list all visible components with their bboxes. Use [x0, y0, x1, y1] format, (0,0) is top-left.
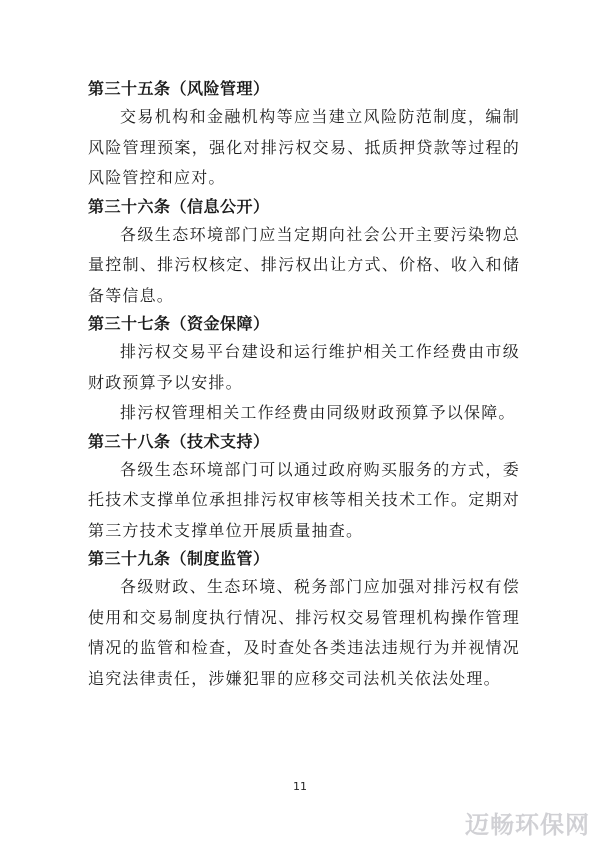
article-heading: 第三十五条（风险管理）: [88, 79, 270, 98]
article-paragraph: 各级财政、生态环境、税务部门应加强对排污权有偿使用和交易制度执行情况、排污权交易管理机构操作管理情况的监管和检查，及时查处各类违法违规行为并视情况追究法律责任，涉嫌犯罪的应移交司法机关依法处理。: [88, 577, 520, 688]
article-38: [88, 429, 520, 547]
article-heading: 第三十七条（资金保障）: [88, 314, 270, 333]
article-35: [88, 76, 520, 194]
article-37: [88, 311, 520, 429]
document-body: [88, 76, 520, 694]
article-heading: 第三十六条（信息公开）: [88, 196, 270, 216]
site-watermark: 迈畅环保网: [465, 811, 590, 839]
page-number: 11: [293, 780, 307, 793]
article-heading: 第三十九条（制度监管）: [88, 549, 270, 568]
article-paragraph: 排污权管理相关工作经费由同级财政预算予以保障。: [120, 403, 516, 422]
article-paragraph: 交易机构和金融机构等应当建立风险防范制度，编制风险管理预案，强化对排污权交易、抵质押贷款等过程的风险管控和应对。: [88, 107, 520, 187]
article-heading: 第三十八条（技术支持）: [88, 431, 270, 451]
article-paragraph: 各级生态环境部门应当定期向社会公开主要污染物总量控制、排污权核定、排污权出让方式、价格、收入和储备等信息。: [88, 224, 520, 305]
article-39: [88, 546, 520, 694]
article-36: [88, 194, 520, 312]
article-paragraph: 排污权交易平台建设和运行维护相关工作经费由市级财政预算予以安排。: [88, 342, 520, 392]
article-paragraph: 各级生态环境部门可以通过政府购买服务的方式，委托技术支撑单位承担排污权审核等相关技术工作。定期对第三方技术支撑单位开展质量抽查。: [88, 459, 520, 540]
